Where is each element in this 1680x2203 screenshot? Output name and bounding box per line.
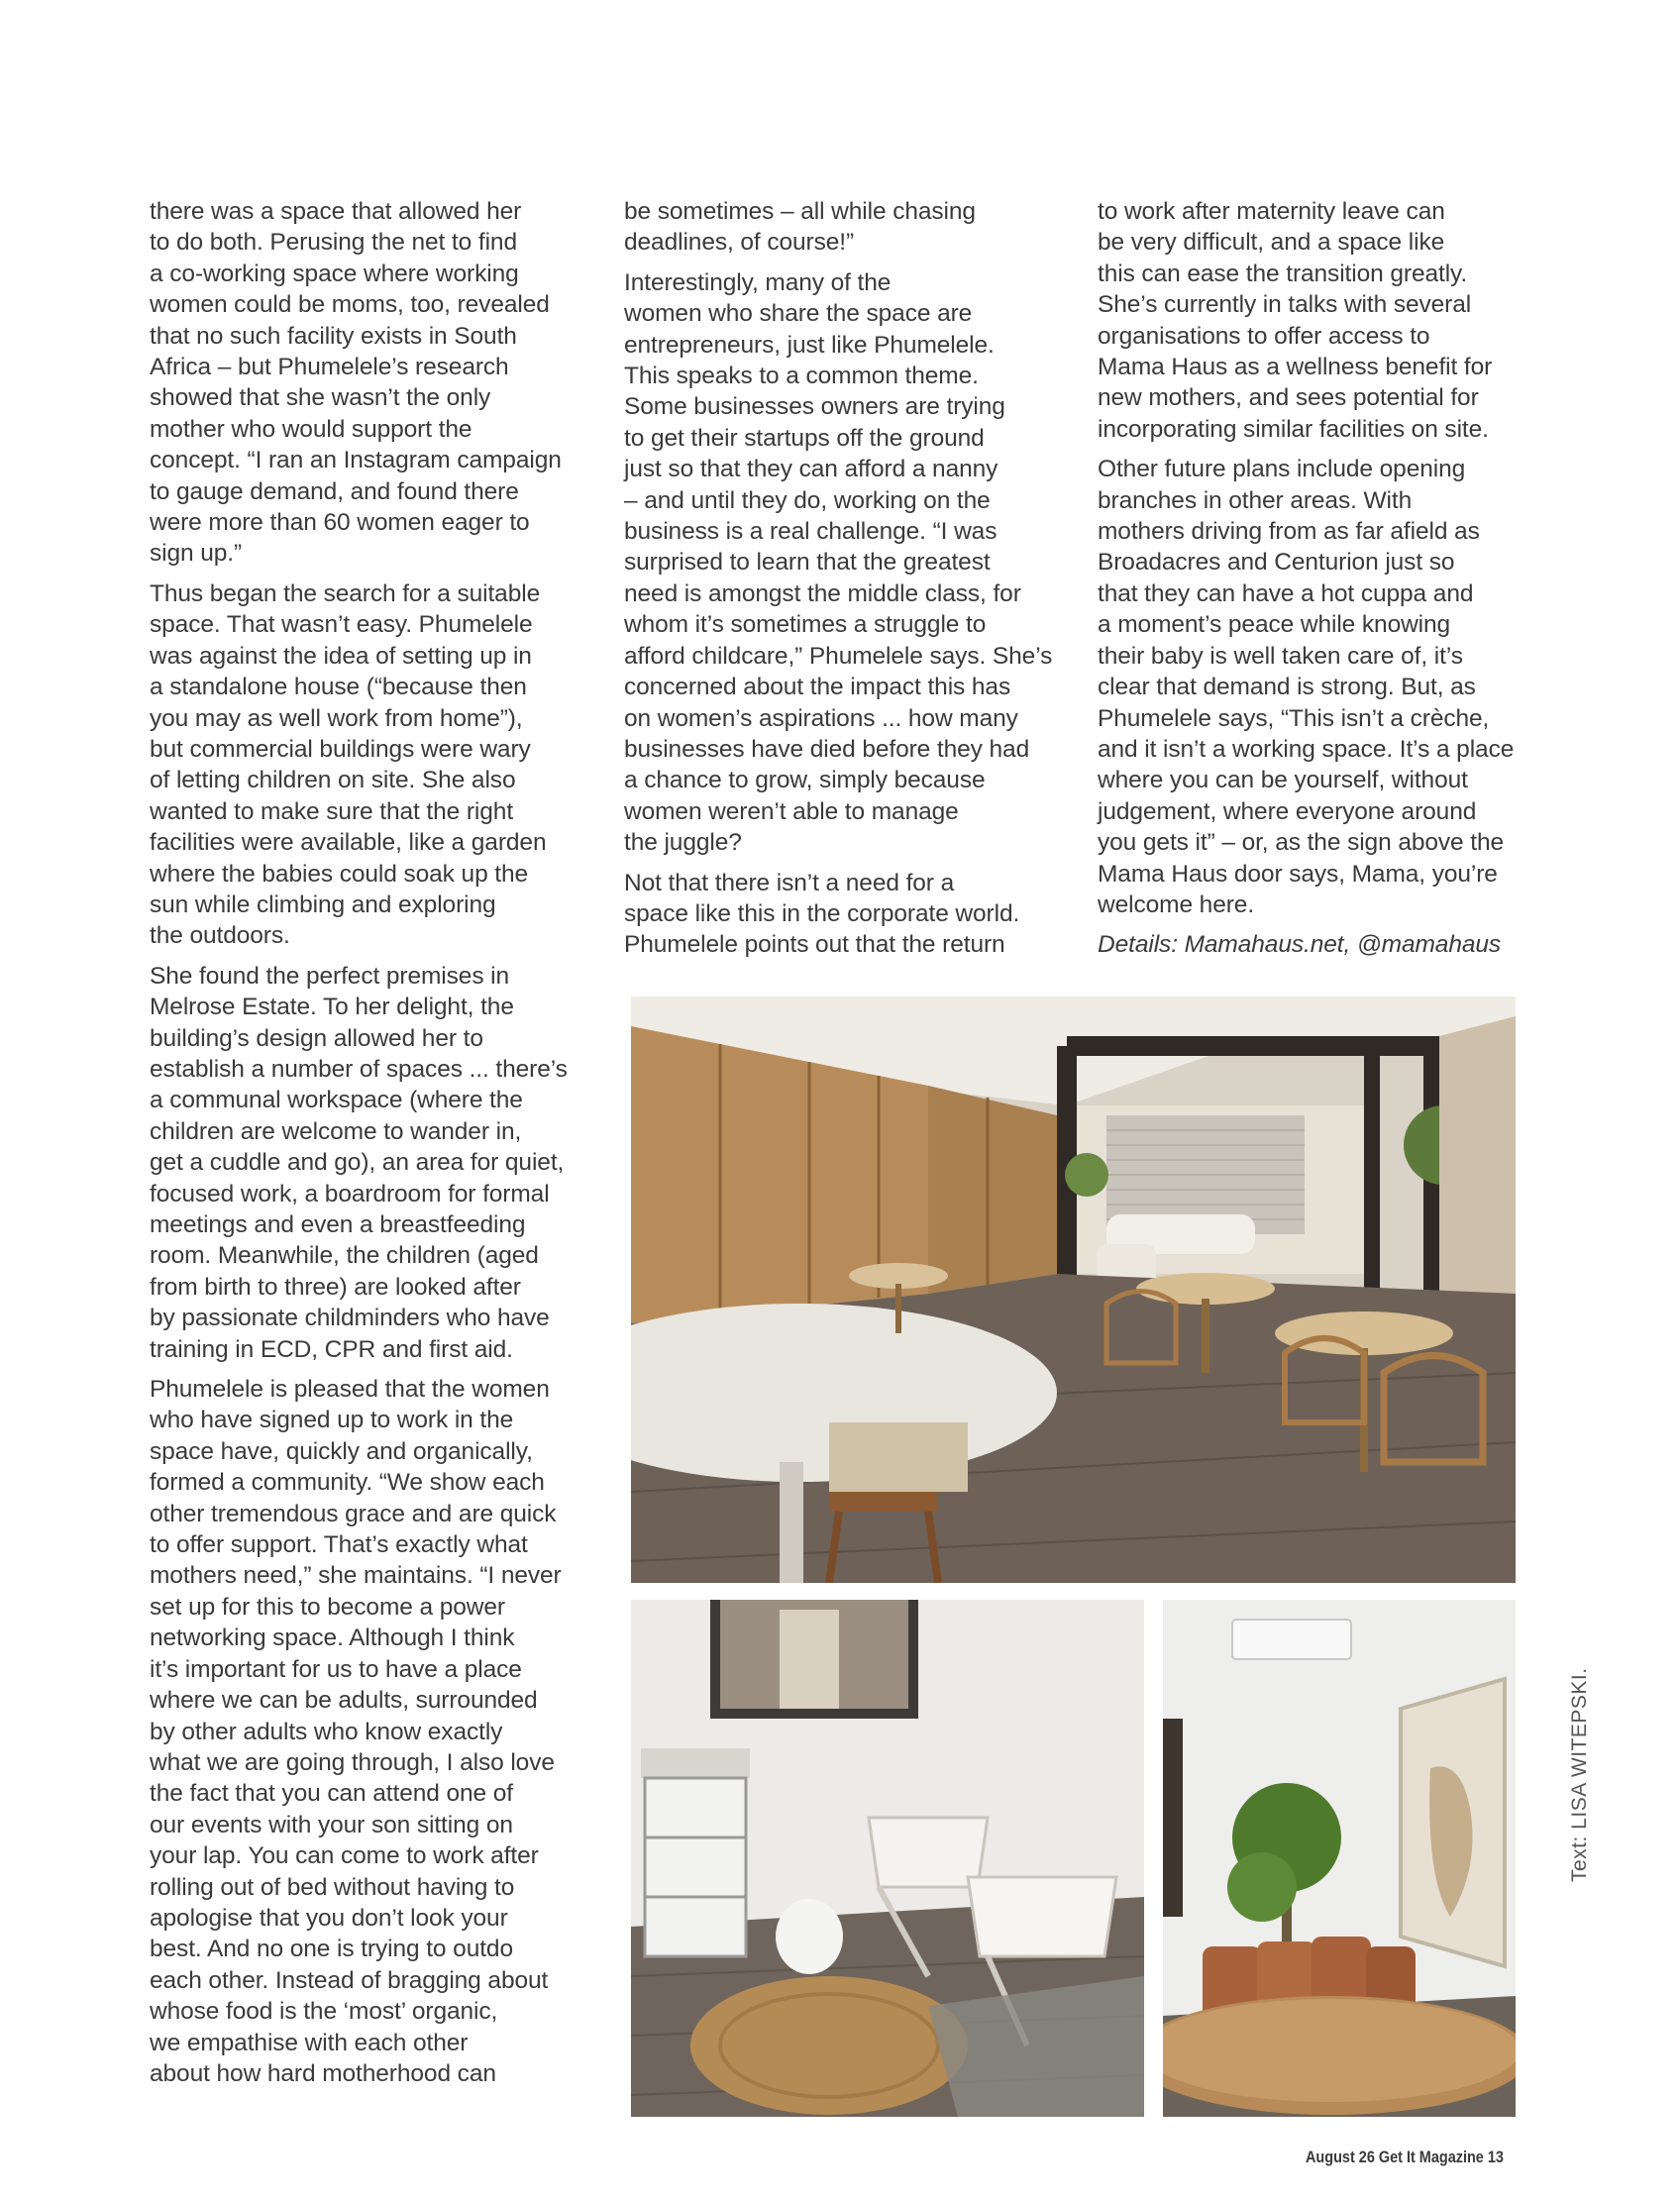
text-line: be sometimes – all while chasing bbox=[624, 198, 976, 225]
text-line: to offer support. That’s exactly what bbox=[150, 1531, 528, 1559]
text-line: just so that they can afford a nanny bbox=[624, 456, 998, 483]
details-line: Details: Mamahaus.net, @mamahaus bbox=[1098, 931, 1502, 959]
text-line: you may as well work from home”), bbox=[150, 704, 523, 732]
text-line: to work after maternity leave can bbox=[1098, 198, 1445, 225]
text-line: building’s design allowed her to bbox=[150, 1024, 483, 1052]
article-column-3 bbox=[1098, 196, 1533, 970]
text-line: other tremendous grace and are quick bbox=[150, 1500, 557, 1527]
text-line: this can ease the transition greatly. bbox=[1098, 260, 1468, 287]
text-line: about how hard motherhood can bbox=[150, 2059, 496, 2087]
text-line: your lap. You can come to work after bbox=[150, 1842, 539, 1870]
text-line: each other. Instead of bragging about bbox=[150, 1966, 549, 1994]
text-line: facilities were available, like a garden bbox=[150, 829, 547, 857]
text-line: space like this in the corporate world. bbox=[624, 899, 1020, 927]
text-line: the fact that you can attend one of bbox=[150, 1780, 513, 1808]
text-line: concerned about the impact this has bbox=[624, 674, 1011, 701]
text-line: room. Meanwhile, the children (aged bbox=[150, 1242, 539, 1270]
article-column-1 bbox=[150, 196, 585, 2098]
text-line: get a cuddle and go), an area for quiet, bbox=[150, 1149, 565, 1177]
text-line: a moment’s peace while knowing bbox=[1098, 611, 1451, 639]
text-line: showed that she wasn’t the only bbox=[150, 384, 491, 412]
text-line: be very difficult, and a space like bbox=[1098, 229, 1445, 257]
text-line: there was a space that allowed her bbox=[150, 198, 522, 225]
text-line: sign up.” bbox=[150, 540, 243, 568]
text-line: our events with your son sitting on bbox=[150, 1811, 513, 1838]
text-line: surprised to learn that the greatest bbox=[624, 549, 991, 577]
text-line: Interestingly, many of the bbox=[624, 268, 892, 296]
text-line: to do both. Perusing the net to find bbox=[150, 229, 517, 257]
paragraph bbox=[1098, 196, 1533, 445]
text-line: Mama Haus door says, Mama, you’re bbox=[1098, 860, 1498, 888]
text-line: whose food is the ‘most’ organic, bbox=[150, 1998, 498, 2026]
text-line: it’s important for us to have a place bbox=[150, 1655, 522, 1683]
text-line: you gets it” – or, as the sign above the bbox=[1098, 829, 1505, 857]
text-line: Phumelele says, “This isn’t a crèche, bbox=[1098, 704, 1490, 732]
paragraph bbox=[1098, 454, 1533, 920]
text-line: Thus began the search for a suitable bbox=[150, 579, 541, 607]
text-line: space. That wasn’t easy. Phumelele bbox=[150, 611, 533, 639]
text-line: where you can be yourself, without bbox=[1098, 767, 1468, 794]
paragraph bbox=[624, 196, 1060, 259]
text-line: businesses have died before they had bbox=[624, 735, 1030, 763]
paragraph bbox=[624, 267, 1060, 859]
text-line: incorporating similar facilities on site. bbox=[1098, 415, 1489, 443]
text-line: the outdoors. bbox=[150, 922, 290, 950]
text-line: best. And no one is trying to outdo bbox=[150, 1936, 513, 1963]
text-line: meetings and even a breastfeeding bbox=[150, 1211, 526, 1238]
text-line: their baby is well taken care of, it’s bbox=[1098, 642, 1463, 670]
text-line: a co-working space where working bbox=[150, 260, 519, 287]
text-line: where we can be adults, surrounded bbox=[150, 1687, 538, 1715]
paragraph bbox=[150, 196, 585, 570]
text-line: space have, quickly and organically, bbox=[150, 1437, 533, 1465]
text-line: children are welcome to wander in, bbox=[150, 1117, 522, 1145]
text-line: establish a number of spaces ... there’s bbox=[150, 1055, 568, 1083]
paragraph bbox=[150, 961, 585, 1365]
text-line: of letting children on site. She also bbox=[150, 767, 516, 794]
article-column-2 bbox=[624, 196, 1060, 970]
text-line: Other future plans include opening bbox=[1098, 456, 1466, 483]
text-line: we empathise with each other bbox=[150, 2029, 469, 2056]
text-line: a communal workspace (where the bbox=[150, 1087, 523, 1114]
text-line: Phumelele points out that the return bbox=[624, 931, 1005, 959]
text-line: organisations to offer access to bbox=[1098, 322, 1430, 350]
text-line: the juggle? bbox=[624, 829, 742, 857]
text-line: clear that demand is strong. But, as bbox=[1098, 674, 1476, 701]
text-line: a standalone house (“because then bbox=[150, 674, 527, 701]
text-line: a chance to grow, simply because bbox=[624, 767, 986, 794]
text-line: were more than 60 women eager to bbox=[150, 509, 530, 537]
text-line: new mothers, and sees potential for bbox=[1098, 384, 1479, 412]
text-line: Broadacres and Centurion just so bbox=[1098, 549, 1455, 577]
text-line: need is amongst the middle class, for bbox=[624, 579, 1021, 607]
text-line: and it isn’t a working space. It’s a place bbox=[1098, 735, 1515, 763]
paragraph bbox=[150, 1374, 585, 2089]
text-line: formed a community. “We show each bbox=[150, 1469, 545, 1497]
text-line: that they can have a hot cuppa and bbox=[1098, 579, 1474, 607]
text-line: on women’s aspirations ... how many bbox=[624, 704, 1018, 732]
text-line: Phumelele is pleased that the women bbox=[150, 1376, 550, 1404]
text-line: but commercial buildings were wary bbox=[150, 735, 531, 763]
text-line: mothers need,” she maintains. “I never bbox=[150, 1562, 562, 1590]
text-line: afford childcare,” Phumelele says. She’s bbox=[624, 642, 1053, 670]
paragraph bbox=[624, 868, 1060, 961]
text-line: was against the idea of setting up in bbox=[150, 642, 532, 670]
text-line: from birth to three) are looked after bbox=[150, 1273, 521, 1301]
text-line: mothers driving from as far afield as bbox=[1098, 518, 1480, 546]
text-line: sun while climbing and exploring bbox=[150, 891, 496, 918]
text-line: This speaks to a common theme. bbox=[624, 363, 979, 390]
nursery-room-photo bbox=[631, 1600, 1144, 2117]
text-line: women could be moms, too, revealed bbox=[150, 291, 550, 319]
text-line: Mama Haus as a wellness benefit for bbox=[1098, 354, 1493, 381]
photo-credit-text: Text: LISA WITEPSKI. bbox=[1568, 1667, 1591, 1882]
text-line: training in ECD, CPR and first aid. bbox=[150, 1335, 513, 1363]
text-line: – and until they do, working on the bbox=[624, 486, 991, 514]
boardroom-photo bbox=[1163, 1600, 1516, 2117]
text-line: Melrose Estate. To her delight, the bbox=[150, 994, 514, 1021]
text-line: by other adults who know exactly bbox=[150, 1718, 503, 1745]
text-line: whom it’s sometimes a struggle to bbox=[624, 611, 987, 639]
text-line: mother who would support the bbox=[150, 415, 472, 443]
page-footer: August 26 Get It Magazine 13 bbox=[1306, 2148, 1504, 2166]
text-line: Some businesses owners are trying bbox=[624, 393, 1005, 421]
coworking-room-photo bbox=[631, 997, 1516, 1583]
text-line: rolling out of bed without having to bbox=[150, 1873, 515, 1901]
text-line: She’s currently in talks with several bbox=[1098, 291, 1472, 319]
text-line: branches in other areas. With bbox=[1098, 486, 1413, 514]
text-line: entrepreneurs, just like Phumelele. bbox=[624, 331, 995, 359]
text-line: focused work, a boardroom for formal bbox=[150, 1180, 550, 1207]
text-line: judgement, where everyone around bbox=[1098, 797, 1477, 825]
text-line: networking space. Although I think bbox=[150, 1625, 515, 1652]
text-line: wanted to make sure that the right bbox=[150, 797, 514, 825]
text-line: deadlines, of course!” bbox=[624, 229, 855, 257]
text-line: welcome here. bbox=[1098, 891, 1255, 918]
text-line: what we are going through, I also love bbox=[150, 1748, 555, 1776]
text-line: Not that there isn’t a need for a bbox=[624, 869, 955, 896]
text-line: business is a real challenge. “I was bbox=[624, 518, 998, 546]
text-line: to gauge demand, and found there bbox=[150, 477, 519, 505]
text-line: to get their startups off the ground bbox=[624, 424, 985, 452]
text-line: women weren’t able to manage bbox=[624, 797, 959, 825]
paragraph bbox=[150, 578, 585, 952]
text-line: women who share the space are bbox=[624, 300, 973, 328]
text-line: where the babies could soak up the bbox=[150, 860, 529, 888]
text-line: who have signed up to work in the bbox=[150, 1407, 514, 1434]
text-line: Africa – but Phumelele’s research bbox=[150, 354, 509, 381]
text-line: by passionate childminders who have bbox=[150, 1305, 550, 1332]
text-line: apologise that you don’t look your bbox=[150, 1904, 508, 1932]
text-line: set up for this to become a power bbox=[150, 1593, 505, 1621]
text-line: that no such facility exists in South bbox=[150, 322, 517, 350]
text-line: She found the perfect premises in bbox=[150, 962, 510, 990]
text-line: concept. “I ran an Instagram campaign bbox=[150, 447, 562, 474]
